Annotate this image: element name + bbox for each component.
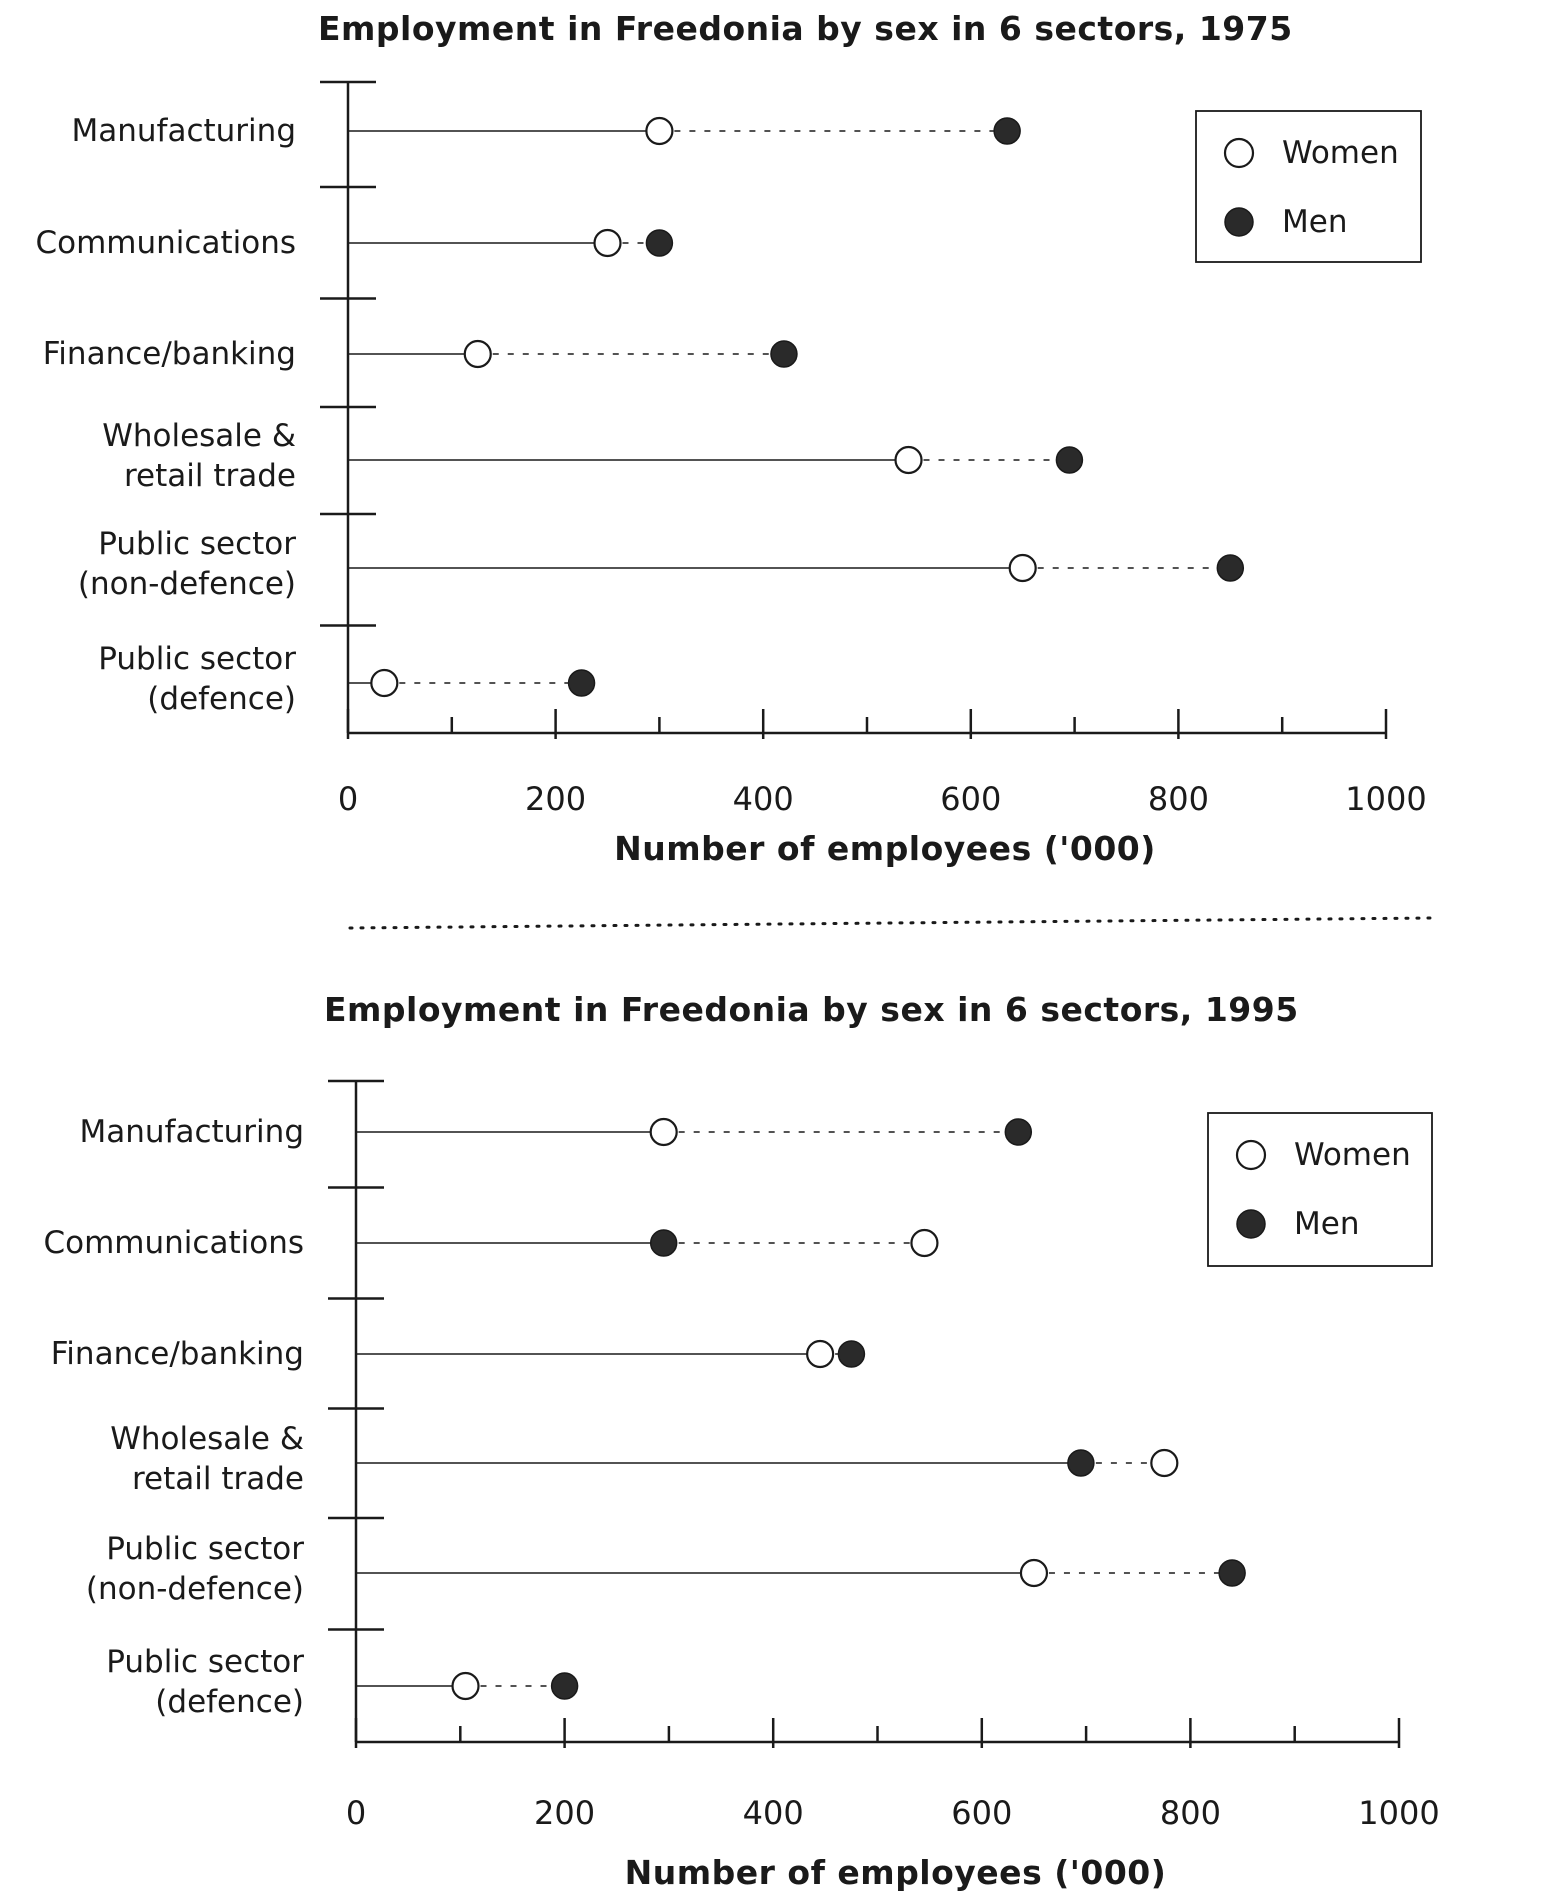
data-point-women	[453, 1673, 479, 1699]
data-point-women	[1021, 1560, 1047, 1586]
category-label-line: (non-defence)	[77, 566, 296, 602]
category-label-line: Communications	[43, 1225, 304, 1261]
data-point-men	[1005, 1119, 1031, 1145]
category-label	[80, 1114, 304, 1150]
legend-label: Women	[1294, 1137, 1411, 1173]
category-label	[43, 336, 296, 372]
data-point-men	[569, 670, 595, 696]
data-point-women	[371, 670, 397, 696]
data-point-men	[646, 230, 672, 256]
data-point-women	[1151, 1450, 1177, 1476]
chart-title: Employment in Freedonia by sex in 6 sectors, 1975	[318, 9, 1293, 48]
category-label-line: Public sector	[106, 1644, 304, 1680]
category-label-line: Wholesale &	[102, 418, 296, 454]
chart-1995	[44, 990, 1440, 1892]
data-point-women	[1010, 555, 1036, 581]
legend-box	[1208, 1113, 1432, 1266]
category-label	[44, 1225, 305, 1261]
x-tick-label: 1000	[1358, 1794, 1440, 1832]
chart-1975	[36, 9, 1427, 868]
divider-line	[350, 918, 1432, 928]
x-tick-label: 800	[1147, 780, 1209, 818]
x-tick-label: 400	[732, 780, 794, 818]
category-label-line: Public sector	[98, 526, 296, 562]
category-label-line: Manufacturing	[79, 1114, 304, 1150]
data-point-women	[807, 1341, 833, 1367]
category-label	[36, 225, 297, 261]
x-tick-label: 600	[940, 780, 1002, 818]
x-tick-label: 0	[337, 780, 359, 818]
legend-marker-women	[1225, 139, 1253, 167]
category-label-line: Finance/banking	[50, 1336, 304, 1372]
x-axis-label: Number of employees ('000)	[624, 1853, 1167, 1892]
category-label	[78, 526, 296, 602]
legend-marker-women	[1237, 1141, 1265, 1169]
data-point-men	[1217, 555, 1243, 581]
data-point-men	[838, 1341, 864, 1367]
category-label-line: (non-defence)	[85, 1571, 304, 1607]
category-label	[110, 1421, 304, 1497]
legend-label: Men	[1294, 1206, 1360, 1242]
x-tick-label: 800	[1159, 1794, 1221, 1832]
category-label-line: Finance/banking	[42, 336, 296, 372]
data-point-men	[994, 118, 1020, 144]
data-point-women	[651, 1119, 677, 1145]
data-point-women	[465, 341, 491, 367]
category-label	[86, 1531, 304, 1607]
data-point-women	[896, 447, 922, 473]
data-point-men	[771, 341, 797, 367]
x-tick-label: 600	[951, 1794, 1013, 1832]
category-label-line: retail trade	[123, 458, 296, 494]
data-point-women	[911, 1230, 937, 1256]
category-label-line: Wholesale &	[110, 1421, 304, 1457]
category-label-line: (defence)	[155, 1684, 304, 1720]
category-label	[102, 418, 296, 494]
data-point-men	[552, 1673, 578, 1699]
data-point-men	[1056, 447, 1082, 473]
category-label-line: retail trade	[131, 1461, 304, 1497]
legend-marker-men	[1225, 208, 1253, 236]
x-tick-label: 200	[534, 1794, 596, 1832]
data-point-men	[651, 1230, 677, 1256]
x-tick-label: 0	[345, 1794, 367, 1832]
x-axis-label: Number of employees ('000)	[614, 829, 1156, 868]
chart-title: Employment in Freedonia by sex in 6 sectors, 1995	[324, 990, 1299, 1029]
category-label-line: Communications	[35, 225, 296, 261]
legend-label: Men	[1282, 204, 1348, 240]
category-label-line: Public sector	[106, 1531, 304, 1567]
legend-marker-men	[1237, 1210, 1265, 1238]
x-tick-label: 400	[742, 1794, 804, 1832]
data-point-women	[595, 230, 621, 256]
category-label	[98, 641, 296, 717]
category-label	[106, 1644, 304, 1720]
category-label-line: (defence)	[147, 681, 296, 717]
data-point-men	[1219, 1560, 1245, 1586]
data-point-women	[646, 118, 672, 144]
category-label	[72, 113, 296, 149]
category-label	[51, 1336, 304, 1372]
category-label-line: Manufacturing	[71, 113, 296, 149]
x-tick-label: 200	[525, 780, 587, 818]
category-label-line: Public sector	[98, 641, 296, 677]
data-point-men	[1068, 1450, 1094, 1476]
legend-label: Women	[1282, 135, 1399, 171]
x-tick-label: 1000	[1345, 780, 1427, 818]
